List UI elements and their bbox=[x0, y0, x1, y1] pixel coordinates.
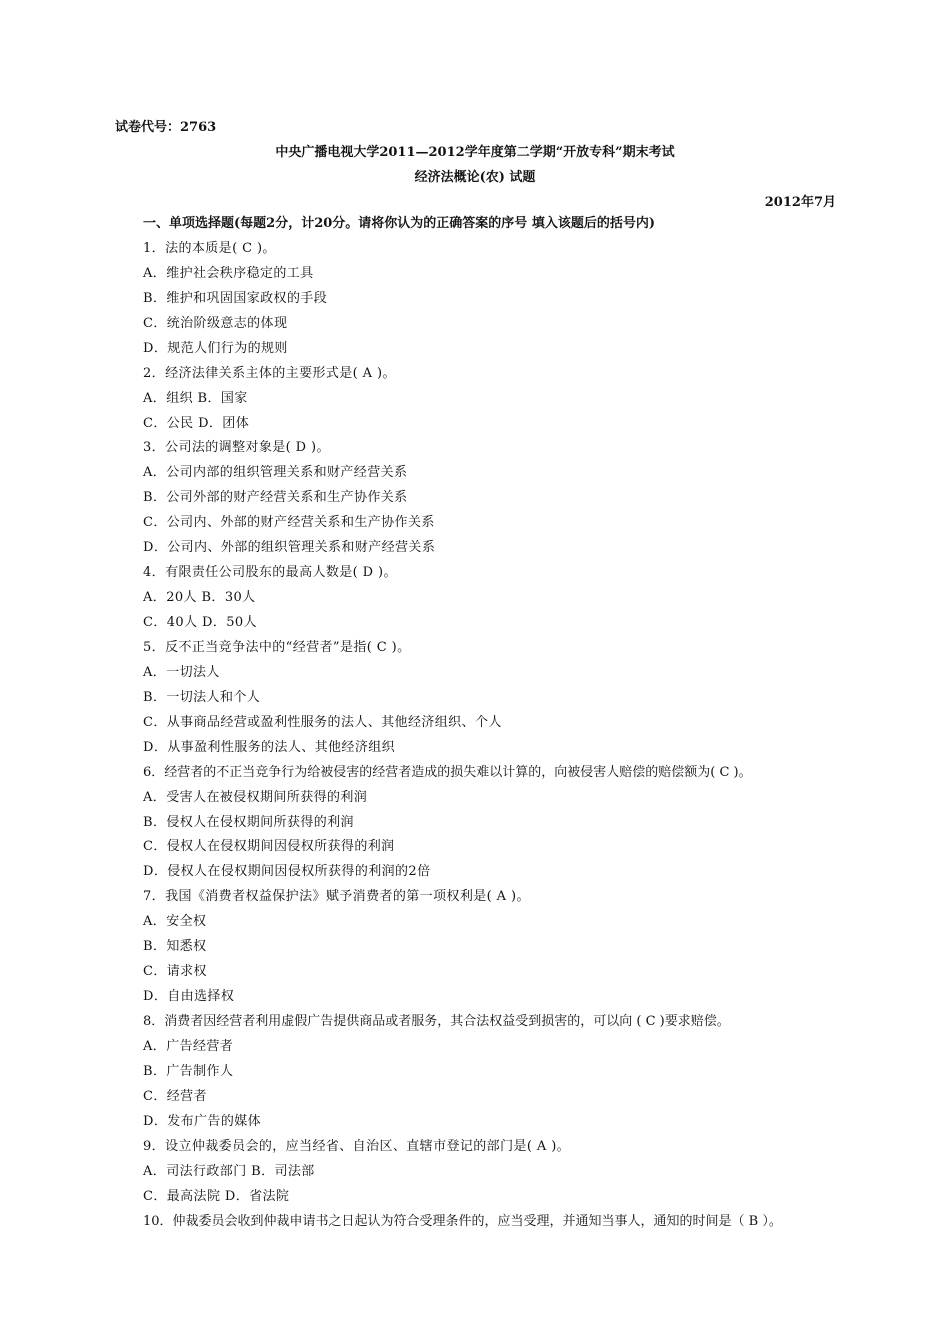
exam-date: 2012年7月 bbox=[764, 195, 836, 210]
option-a: A．安全权 bbox=[143, 914, 207, 930]
option-d: D．侵权人在侵权期间因侵权所获得的利润的2倍 bbox=[143, 864, 431, 880]
option-d: D．从事盈利性服务的法人、其他经济组织 bbox=[143, 739, 396, 755]
option-c: C．公司内、外部的财产经营关系和生产协作关系 bbox=[143, 515, 435, 531]
option-c: C．请求权 bbox=[143, 964, 207, 980]
question-9 bbox=[143, 1137, 863, 1212]
question-10 bbox=[143, 1212, 863, 1237]
option-a-b: A．组织 B．国家 bbox=[143, 390, 248, 406]
option-a: A．受害人在被侵权期间所获得的利润 bbox=[143, 789, 368, 805]
section-heading: 一、单项选择题(每题2分，计20分。请将你认为的正确答案的序号 填入该题后的括号内) bbox=[143, 216, 655, 231]
paper-code: 试卷代号：2763 bbox=[115, 120, 217, 135]
option-c-d: C．公民 D．团体 bbox=[143, 415, 250, 431]
option-a: A．广告经营者 bbox=[143, 1038, 234, 1054]
option-c: C．侵权人在侵权期间因侵权所获得的利润 bbox=[143, 839, 395, 855]
exam-subtitle: 经济法概论(农) 试题 bbox=[414, 170, 536, 185]
option-a-b: A．20人 B．30人 bbox=[143, 590, 256, 606]
question-8 bbox=[143, 1012, 863, 1137]
question-stem: 5．反不正当竞争法中的“经营者”是指( C )。 bbox=[143, 639, 411, 655]
option-a: A．公司内部的组织管理关系和财产经营关系 bbox=[143, 465, 408, 481]
question-7 bbox=[143, 887, 863, 1012]
option-d: D．自由选择权 bbox=[143, 989, 235, 1005]
question-6 bbox=[143, 763, 863, 888]
option-d: D．公司内、外部的组织管理关系和财产经营关系 bbox=[143, 540, 436, 556]
question-stem: 7．我国《消费者权益保护法》赋予消费者的第一项权利是( A )。 bbox=[143, 889, 530, 905]
question-1 bbox=[143, 239, 863, 364]
question-stem: 9．设立仲裁委员会的，应当经省、自治区、直辖市登记的部门是( A )。 bbox=[143, 1138, 571, 1154]
question-stem: 8．消费者因经营者利用虚假广告提供商品或者服务，其合法权益受到损害的，可以向 ( C )要求赔偿。 bbox=[143, 1014, 730, 1029]
option-c: C．经营者 bbox=[143, 1088, 207, 1104]
exam-title: 中央广播电视大学2011—2012学年度第二学期“开放专科”期末考试 bbox=[275, 145, 675, 160]
question-2 bbox=[143, 364, 863, 439]
option-b: B．知悉权 bbox=[143, 939, 207, 955]
question-5 bbox=[143, 638, 863, 763]
question-stem: 3．公司法的调整对象是( D )。 bbox=[143, 440, 330, 456]
question-stem: 2．经济法律关系主体的主要形式是( A )。 bbox=[143, 365, 396, 381]
option-b: B．一切法人和个人 bbox=[143, 689, 261, 705]
option-a-b: A．司法行政部门 B．司法部 bbox=[143, 1163, 315, 1179]
option-b: B．公司外部的财产经营关系和生产协作关系 bbox=[143, 490, 408, 506]
question-stem: 6．经营者的不正当竞争行为给被侵害的经营者造成的损失难以计算的，向被侵害人赔偿的赔偿额为( C )。 bbox=[143, 764, 752, 780]
question-3 bbox=[143, 438, 863, 563]
option-d: D．发布广告的媒体 bbox=[143, 1113, 262, 1129]
question-stem: 10．仲裁委员会收到仲裁申请书之日起认为符合受理条件的，应当受理，并通知当事人，通知的时间是（ B ）。 bbox=[143, 1213, 782, 1229]
option-c: C．从事商品经营或盈利性服务的法人、其他经济组织、个人 bbox=[143, 714, 502, 730]
option-b: B．侵权人在侵权期间所获得的利润 bbox=[143, 814, 354, 830]
option-b: B．广告制作人 bbox=[143, 1063, 234, 1079]
option-c: C．统治阶级意志的体现 bbox=[143, 315, 288, 331]
option-c-d: C．最高法院 D．省法院 bbox=[143, 1188, 290, 1204]
option-b: B．维护和巩固国家政权的手段 bbox=[143, 290, 328, 306]
option-c-d: C．40人 D．50人 bbox=[143, 615, 257, 630]
option-d: D．规范人们行为的规则 bbox=[143, 340, 288, 356]
option-a: A．维护社会秩序稳定的工具 bbox=[143, 265, 314, 281]
question-section bbox=[143, 214, 863, 1236]
option-a: A．一切法人 bbox=[143, 664, 220, 680]
question-4 bbox=[143, 563, 863, 638]
question-stem: 1．法的本质是( C )。 bbox=[143, 240, 276, 256]
question-stem: 4．有限责任公司股东的最高人数是( D )。 bbox=[143, 565, 397, 581]
